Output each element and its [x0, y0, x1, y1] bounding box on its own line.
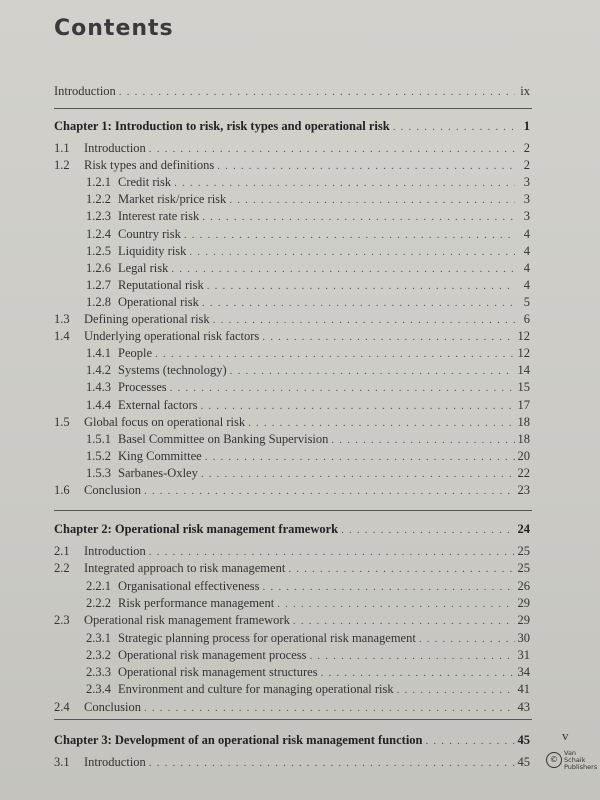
section-title: Systems (technology) — [118, 363, 227, 378]
section-title: External factors — [118, 397, 198, 412]
leader-dots — [262, 331, 514, 343]
section-page: 18 — [517, 414, 530, 429]
section-page: 18 — [517, 431, 530, 446]
section-title: Operational risk management process — [118, 647, 307, 662]
leader-dots — [341, 524, 514, 536]
section-number: 1.2 — [54, 158, 70, 173]
section-title: King Committee — [118, 448, 202, 463]
section-number: 1.4.4 — [86, 397, 111, 412]
leader-dots — [293, 615, 515, 627]
section-page: 3 — [523, 192, 530, 207]
leader-dots — [419, 633, 515, 645]
toc-subsection — [54, 261, 530, 277]
toc-subsection — [54, 209, 530, 225]
section-number: 2.3.4 — [86, 682, 111, 697]
section-number: 1.5 — [54, 414, 70, 429]
section-page: 23 — [517, 483, 530, 497]
leader-dots — [277, 598, 514, 610]
section-title: Reputational risk — [118, 277, 204, 292]
section-page: 29 — [517, 613, 530, 628]
leader-dots — [229, 194, 515, 206]
leader-dots — [397, 684, 515, 696]
section-number: 2.2 — [54, 561, 70, 576]
chapter-title: Chapter 3: Development of an operational risk management function — [54, 733, 423, 747]
toc-section — [54, 613, 530, 629]
section-page: 4 — [523, 277, 530, 292]
section-page: 20 — [517, 448, 530, 463]
leader-dots — [201, 468, 515, 480]
section-page: 22 — [517, 465, 530, 480]
leader-dots — [119, 86, 515, 98]
toc-section — [54, 483, 530, 499]
section-title: Risk types and definitions — [84, 158, 215, 173]
section-page: 2 — [523, 158, 530, 173]
toc-label: Introduction — [54, 84, 116, 98]
section-page: 12 — [517, 346, 530, 361]
logo-line-2: Publishers — [564, 762, 598, 771]
section-page: 3 — [523, 209, 530, 224]
toc-subsection — [54, 278, 530, 294]
section-title: Global focus on operational risk — [84, 414, 246, 429]
chapter-heading — [54, 522, 530, 538]
toc-section — [54, 329, 530, 345]
toc-section — [54, 141, 530, 157]
section-number: 1.2.5 — [86, 243, 111, 258]
section-page: 14 — [517, 363, 530, 378]
section-title: Operational risk management structures — [118, 665, 318, 680]
section-number: 1.2.8 — [86, 294, 111, 309]
section-number: 2.2.2 — [86, 595, 111, 610]
toc-subsection — [54, 227, 530, 243]
section-page: 17 — [517, 397, 530, 412]
section-title: Basel Committee on Banking Supervision — [118, 431, 329, 446]
chapter-heading — [54, 733, 530, 749]
section-page: 43 — [517, 699, 530, 714]
section-title: Conclusion — [84, 699, 141, 714]
toc-introduction — [54, 84, 530, 100]
leader-dots — [205, 451, 515, 463]
toc-section — [54, 561, 530, 577]
toc-subsection — [54, 466, 530, 482]
section-page: 26 — [517, 578, 530, 593]
chapter-heading — [54, 119, 530, 135]
section-page: 30 — [517, 630, 530, 645]
section-number: 1.4.2 — [86, 363, 111, 378]
section-number: 2.2.1 — [86, 578, 111, 593]
toc-subsection — [54, 295, 530, 311]
leader-dots — [263, 581, 515, 593]
leader-dots — [393, 121, 515, 133]
leader-dots — [200, 400, 514, 412]
leader-dots — [189, 246, 515, 258]
section-title: Integrated approach to risk management — [84, 561, 286, 576]
divider — [54, 719, 532, 720]
section-title: Risk performance management — [118, 595, 275, 610]
section-page: 45 — [517, 755, 530, 769]
section-title: Introduction — [84, 544, 146, 558]
toc-subsection — [54, 596, 530, 612]
leader-dots — [144, 702, 515, 714]
leader-dots — [202, 211, 515, 223]
section-title: Interest rate risk — [118, 209, 200, 224]
section-number: 2.3 — [54, 613, 70, 628]
leader-dots — [149, 546, 515, 558]
section-title: Organisational effectiveness — [118, 578, 260, 593]
page-number: v — [562, 728, 569, 743]
section-number: 1.2.2 — [86, 192, 111, 207]
section-number: 1.2.3 — [86, 209, 111, 224]
divider — [54, 108, 532, 109]
section-number: 1.3 — [54, 312, 70, 326]
section-title: Introduction — [84, 141, 146, 155]
section-page: 6 — [523, 312, 530, 326]
section-page: 2 — [523, 141, 530, 155]
toc-section — [54, 312, 530, 328]
section-number: 2.3.1 — [86, 630, 111, 645]
section-number: 2.1 — [54, 544, 70, 558]
logo-line-1: Van Schaik — [564, 748, 586, 764]
toc-subsection — [54, 363, 530, 379]
section-page: 15 — [517, 380, 530, 395]
section-number: 1.4 — [54, 329, 70, 344]
section-page: 41 — [517, 682, 530, 697]
section-page: 4 — [523, 243, 530, 258]
section-number: 1.6 — [54, 483, 70, 497]
toc-subsection — [54, 192, 530, 208]
section-number: 1.2.7 — [86, 277, 111, 292]
leader-dots — [213, 314, 515, 326]
section-number: 1.5.3 — [86, 465, 111, 480]
section-title: Country risk — [118, 226, 181, 241]
toc-section — [54, 158, 530, 174]
section-page: 12 — [517, 329, 530, 344]
leader-dots — [149, 143, 515, 155]
chapter-page: 45 — [517, 733, 530, 747]
toc-subsection — [54, 665, 530, 681]
section-page: 5 — [523, 294, 530, 309]
section-title: Introduction — [84, 755, 146, 769]
section-title: Legal risk — [118, 260, 169, 275]
section-number: 1.2.4 — [86, 226, 111, 241]
section-page: 25 — [517, 544, 530, 558]
section-number: 2.4 — [54, 699, 70, 714]
section-title: Market risk/price risk — [118, 192, 227, 207]
section-number: 2.3.2 — [86, 647, 111, 662]
section-title: Environment and culture for managing operational risk — [118, 682, 394, 697]
toc-subsection — [54, 682, 530, 698]
section-page: 25 — [517, 561, 530, 576]
leader-dots — [202, 297, 515, 309]
chapter-page: 1 — [523, 119, 530, 133]
leader-dots — [288, 563, 514, 575]
toc-subsection — [54, 449, 530, 465]
toc-subsection — [54, 579, 530, 595]
leader-dots — [217, 160, 515, 172]
section-page: 31 — [517, 647, 530, 662]
divider — [54, 510, 532, 511]
section-page: 4 — [523, 226, 530, 241]
section-title: Liquidity risk — [118, 243, 187, 258]
section-number: 1.2.6 — [86, 260, 111, 275]
section-number: 1.5.2 — [86, 448, 111, 463]
leader-dots — [426, 735, 515, 747]
leader-dots — [171, 263, 515, 275]
toc-section — [54, 755, 530, 771]
section-page: 4 — [523, 260, 530, 275]
page-title: Contents — [54, 16, 174, 41]
leader-dots — [309, 650, 514, 662]
section-title: People — [118, 346, 153, 361]
section-number: 3.1 — [54, 755, 70, 769]
section-page: 29 — [517, 595, 530, 610]
section-number: 1.2.1 — [86, 175, 111, 190]
leader-dots — [155, 348, 514, 360]
section-title: Strategic planning process for operational risk management — [118, 630, 416, 645]
chapter-title: Chapter 1: Introduction to risk, risk types and operational risk — [54, 119, 390, 133]
leader-dots — [174, 177, 515, 189]
leader-dots — [321, 667, 515, 679]
toc-subsection — [54, 380, 530, 396]
toc-page: ix — [520, 84, 530, 98]
section-title: Operational risk — [118, 294, 199, 309]
section-title: Processes — [118, 380, 167, 395]
section-title: Sarbanes-Oxley — [118, 465, 198, 480]
leader-dots — [184, 229, 515, 241]
section-title: Defining operational risk — [84, 312, 210, 326]
section-number: 1.4.1 — [86, 346, 111, 361]
section-number: 2.3.3 — [86, 665, 111, 680]
section-number: 1.4.3 — [86, 380, 111, 395]
toc-subsection — [54, 244, 530, 260]
toc-subsection — [54, 175, 530, 191]
leader-dots — [331, 434, 514, 446]
toc-subsection — [54, 648, 530, 664]
leader-dots — [144, 485, 515, 497]
section-number: 1.5.1 — [86, 431, 111, 446]
toc-subsection — [54, 346, 530, 362]
section-title: Credit risk — [118, 175, 172, 190]
section-page: 34 — [517, 665, 530, 680]
section-page: 3 — [523, 175, 530, 190]
leader-dots — [149, 757, 515, 769]
section-title: Conclusion — [84, 483, 141, 497]
chapter-title: Chapter 2: Operational risk management framework — [54, 522, 339, 536]
leader-dots — [248, 417, 514, 429]
leader-dots — [207, 280, 515, 292]
chapter-page: 24 — [517, 522, 530, 536]
section-title: Operational risk management framework — [84, 613, 290, 628]
toc-subsection — [54, 631, 530, 647]
toc-section — [54, 700, 530, 716]
toc-section — [54, 544, 530, 560]
toc-subsection — [54, 432, 530, 448]
leader-dots — [230, 365, 515, 377]
section-number: 1.1 — [54, 141, 70, 155]
publisher-logo — [546, 748, 598, 771]
copyright-icon: © — [546, 752, 562, 768]
toc-subsection — [54, 398, 530, 414]
leader-dots — [170, 382, 515, 394]
toc-section — [54, 415, 530, 431]
section-title: Underlying operational risk factors — [84, 329, 260, 344]
